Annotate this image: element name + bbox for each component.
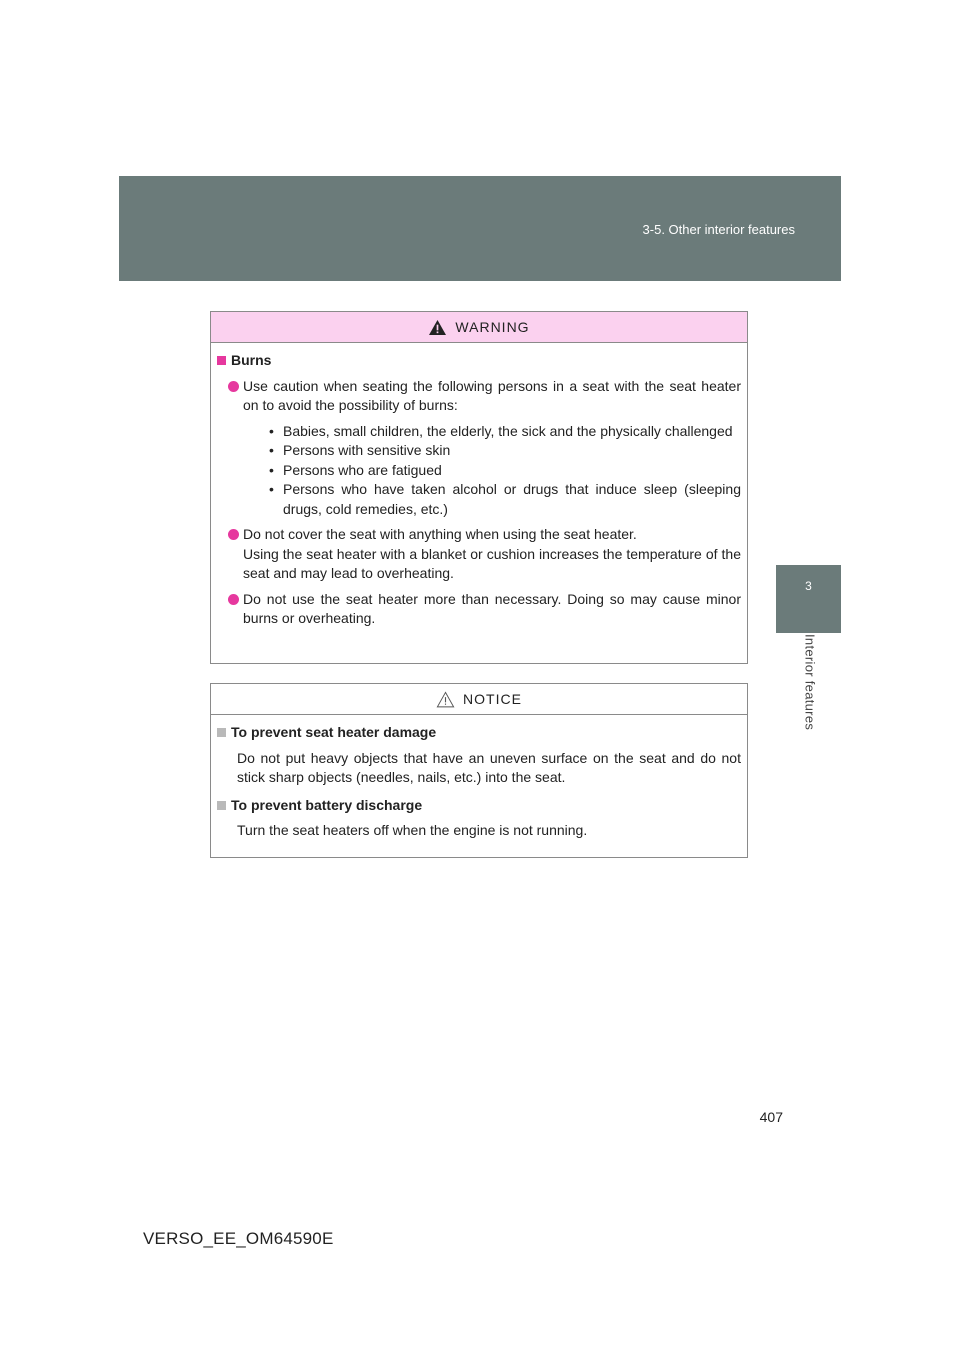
bullet-text: Do not cover the seat with anything when using the seat heater. <box>243 526 637 542</box>
round-bullet-icon <box>228 594 239 605</box>
square-bullet-icon <box>217 801 226 810</box>
page-number: 407 <box>759 1109 783 1125</box>
warning-bullet <box>217 590 741 629</box>
chapter-label-container <box>798 634 822 754</box>
warning-subhead-text: Burns <box>231 352 272 368</box>
page-header-band <box>119 176 841 281</box>
warning-body <box>211 343 747 629</box>
dot-marker-icon: • <box>269 422 274 439</box>
sub-list-item <box>269 461 741 481</box>
notice-box <box>210 683 748 858</box>
bullet-text: Use caution when seating the following persons in a seat with the seat heater on to avoid the possibility of burns: <box>243 377 741 413</box>
sub-list <box>269 422 741 520</box>
dot-marker-icon: • <box>269 442 274 458</box>
square-bullet-icon <box>217 728 226 737</box>
sub-list-text: Persons with sensitive skin <box>283 442 451 458</box>
warning-bullet <box>217 377 741 520</box>
round-bullet-icon <box>228 381 239 392</box>
warning-header <box>211 312 747 343</box>
notice-body <box>211 715 747 841</box>
chapter-label: Interior features <box>802 634 818 731</box>
square-bullet-icon <box>217 356 226 365</box>
sub-list-item <box>269 480 741 519</box>
document-code: VERSO_EE_OM64590E <box>143 1229 334 1248</box>
notice-subhead-text: To prevent seat heater damage <box>231 724 437 740</box>
warning-bullet <box>217 525 741 584</box>
warning-box <box>210 311 748 664</box>
round-bullet-icon <box>228 529 239 540</box>
dot-marker-icon: • <box>269 461 274 478</box>
warning-title: WARNING <box>455 319 530 335</box>
dot-marker-icon: • <box>269 481 274 497</box>
bullet-text-continued: Using the seat heater with a blanket or cushion increases the temperature of the seat and may lead to overheating. <box>243 545 741 581</box>
section-title: 3-5. Other interior features <box>642 222 795 237</box>
bullet-text: Do not use the seat heater more than necessary. Doing so may cause minor burns or overheating. <box>243 590 741 626</box>
sub-list-item <box>269 422 741 442</box>
notice-subhead <box>217 723 741 743</box>
notice-text: Do not put heavy objects that have an uneven surface on the seat and do not stick sharp objects (needles, nails, etc.) into the seat. <box>237 749 741 785</box>
sub-list-text: Babies, small children, the elderly, the sick and the physically challenged <box>283 422 733 439</box>
sub-list-text: Persons who have taken alcohol or drugs that induce sleep (sleeping drugs, cold remedies, etc.) <box>283 481 741 517</box>
notice-subhead-text: To prevent battery discharge <box>231 796 423 813</box>
sub-list-text: Persons who are fatigued <box>283 461 442 478</box>
notice-header <box>211 684 747 715</box>
chapter-tab <box>776 565 841 633</box>
chapter-number: 3 <box>805 579 812 593</box>
notice-text: Turn the seat heaters off when the engine is not running. <box>237 822 588 838</box>
warning-subhead <box>217 351 741 371</box>
sub-list-item <box>269 441 741 461</box>
notice-title: NOTICE <box>463 691 522 707</box>
caution-triangle-icon <box>436 691 455 708</box>
warning-triangle-icon <box>428 319 447 336</box>
notice-subhead <box>217 796 741 816</box>
